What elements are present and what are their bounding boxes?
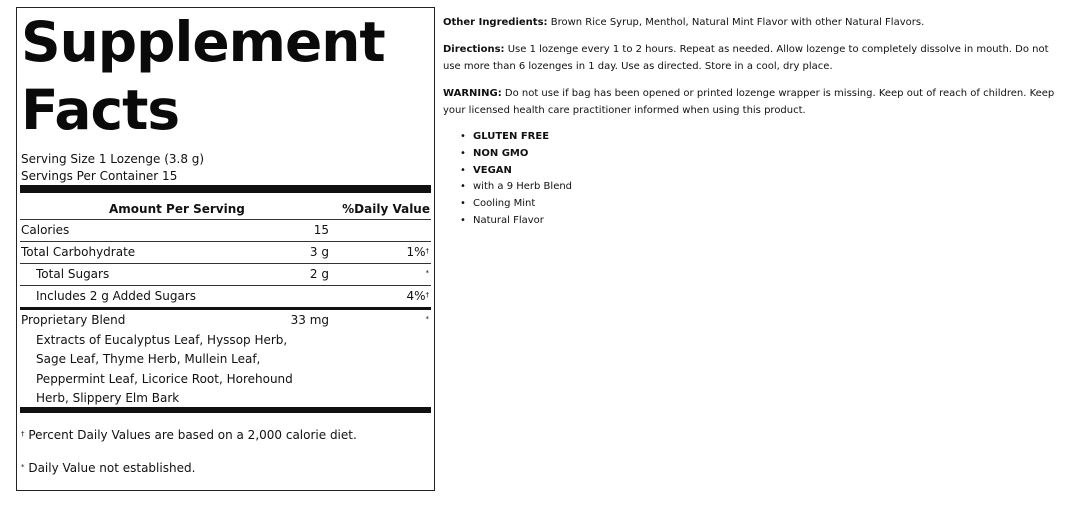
bullet-icon: • [460,181,466,193]
product-info [443,14,1061,230]
footnote-text: Percent Daily Values are based on a 2,000 calorie diet. [28,428,357,442]
other-ingredients-label: Other Ingredients: [443,17,548,28]
serving-info [21,151,204,185]
daily-value [406,286,429,306]
directions [443,41,1061,75]
dagger-symbol: † [425,291,429,299]
nutrient-amount: 33 mg [290,313,329,327]
nutrient-amount: 3 g [309,245,329,259]
nutrient-label: Proprietary Blend [21,313,126,327]
asterisk-symbol: * [425,315,429,323]
directions-text: Use 1 lozenge every 1 to 2 hours. Repeat as needed. Allow lozenge to completely dissolve in mouth. Do not use more than 6 lozenges in 1 day. Use as directed. Store in a cool, dry place. [443,44,1049,72]
blend-line: Peppermint Leaf, Licorice Root, Horehound [36,371,293,386]
feature-item [443,146,1061,163]
warning-text: Do not use if bag has been opened or printed lozenge wrapper is missing. Keep out of reach of children. Keep your licensed health care practitioner informed when using this product. [443,88,1055,116]
bullet-icon: • [460,164,466,176]
feature-item [443,213,1061,230]
daily-value-number: 4% [406,289,426,303]
feature-item [443,179,1061,196]
daily-value [426,264,430,284]
footnote-text: Daily Value not established. [28,461,196,475]
daily-value-number: 1% [406,245,426,259]
blend-line: Extracts of Eucalyptus Leaf, Hyssop Herb, [36,333,288,347]
blend-ingredients [36,331,336,408]
thick-divider-bottom [20,407,431,413]
feature-item [443,129,1061,146]
bullet-icon: • [460,147,466,159]
serving-size: Serving Size 1 Lozenge (3.8 g) [21,152,205,166]
blend-line: Sage Leaf, Thyme Herb, Mullein Leaf, [36,352,261,367]
amount-per-serving-header: Amount Per Serving [109,202,245,216]
nutrient-label: Includes 2 g Added Sugars [36,289,197,303]
footnote-not-established [21,460,195,476]
asterisk-symbol: * [21,463,25,471]
nutrient-label: Calories [21,223,70,237]
bullet-icon: • [460,198,466,210]
nutrient-row-added-sugars [20,286,431,306]
nutrient-amount: 15 [313,223,329,237]
daily-value [406,242,429,262]
feature-text: Cooling Mint [473,198,536,210]
nutrient-label: Total Sugars [36,267,110,281]
nutrient-amount: 2 g [309,267,329,281]
directions-label: Directions: [443,44,505,55]
nutrient-row-calories [20,220,431,240]
nutrient-row-total-carbohydrate [20,242,431,262]
daily-value-header: %Daily Value [342,202,430,216]
feature-text: NON GMO [473,147,529,159]
nutrient-row-total-sugars [20,264,431,284]
supplement-facts-title [21,8,385,144]
bullet-icon: • [460,131,466,142]
dagger-symbol: † [21,430,25,438]
feature-text: VEGAN [473,164,512,176]
supplement-facts-panel [16,7,435,491]
feature-text: with a 9 Herb Blend [473,181,573,193]
dagger-symbol: † [425,247,429,255]
thick-divider-top [20,185,431,193]
feature-text: Natural Flavor [473,214,544,226]
feature-item [443,196,1061,213]
servings-per-container: Servings Per Container 15 [21,169,178,183]
asterisk-symbol: * [425,269,429,277]
daily-value [426,310,430,330]
feature-list [443,129,1061,230]
feature-item [443,163,1061,180]
feature-text: GLUTEN FREE [473,131,550,142]
blend-line: Herb, Slippery Elm Bark [36,390,180,405]
warning-label: WARNING: [443,88,502,99]
other-ingredients [443,14,1061,31]
title-line-2: Facts [21,78,180,142]
footnote-daily-values [21,427,357,443]
bullet-icon: • [460,214,466,226]
title-line-1: Supplement [21,10,385,74]
warning [443,85,1061,119]
other-ingredients-text: Brown Rice Syrup, Menthol, Natural Mint Flavor with other Natural Flavors. [547,17,925,28]
nutrient-row-proprietary-blend [20,310,431,330]
nutrient-label: Total Carbohydrate [21,245,136,259]
